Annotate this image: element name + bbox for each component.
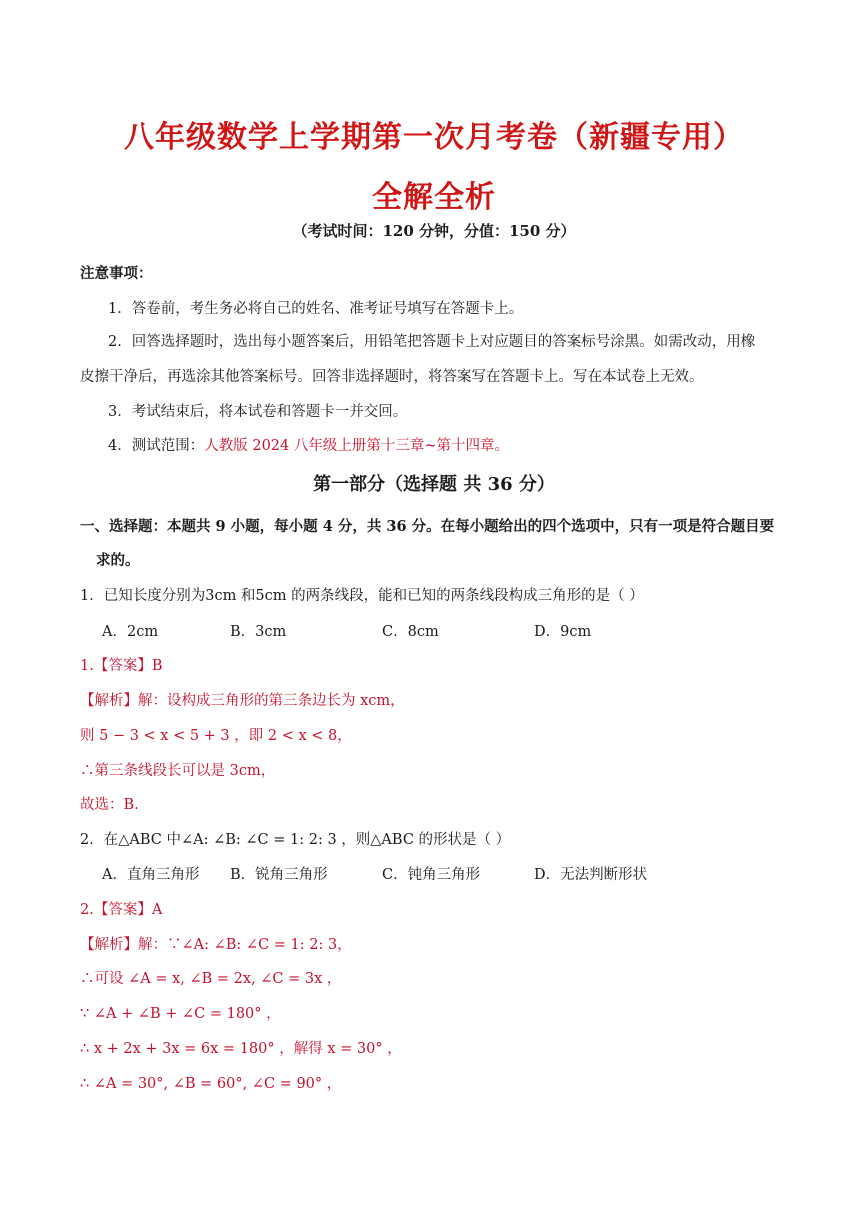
note-4-range: 人教版 2024 八年级上册第十三章~第十四章。 bbox=[204, 438, 510, 454]
exam-info: （考试时间：120 分钟，分值：150 分） bbox=[292, 222, 576, 240]
section-instructions-line-1: 一、选择题：本题共 9 小题，每小题 4 分，共 36 分。在每小题给出的四个选项中，只有一项是符合题目要 bbox=[80, 518, 775, 535]
notes-heading: 注意事项： bbox=[80, 265, 153, 282]
question-2-solution-1: 【解析】解：∵∠A: ∠B: ∠C = 1: 2: 3， bbox=[80, 937, 352, 953]
question-1-solution-2: 则 5 − 3 < x < 5 + 3 ，即 2 < x < 8， bbox=[80, 728, 352, 744]
question-2-answer: 2.【答案】A bbox=[80, 902, 163, 918]
question-1-option-c: C．8cm bbox=[382, 624, 439, 640]
note-4 bbox=[108, 434, 509, 455]
question-1-option-b: B．3cm bbox=[230, 624, 287, 640]
question-2-solution-3: ∵ ∠A + ∠B + ∠C = 180° ， bbox=[80, 1006, 281, 1022]
question-2-option-b: B．锐角三角形 bbox=[230, 867, 328, 883]
question-2-stem: 2．在△ABC 中∠A: ∠B: ∠C = 1: 2: 3 ，则△ABC 的形状是（ ） bbox=[80, 832, 511, 848]
question-1-solution-4: 故选：B. bbox=[80, 797, 139, 813]
document-title: 八年级数学上学期第一次月考卷（新疆专用） bbox=[124, 120, 744, 155]
note-2-line-2: 皮擦干净后，再选涂其他答案标号。回答非选择题时，将答案写在答题卡上。写在本试卷上无效。 bbox=[80, 369, 704, 385]
question-2-solution-5: ∴ ∠A = 30°, ∠B = 60°, ∠C = 90° ， bbox=[80, 1076, 342, 1092]
section-heading: 第一部分（选择题 共 36 分） bbox=[313, 474, 555, 495]
question-2-option-d: D．无法判断形状 bbox=[534, 867, 648, 883]
question-1-solution-3: ∴第三条线段长可以是 3cm， bbox=[80, 763, 276, 779]
question-1-option-d: D．9cm bbox=[534, 624, 592, 640]
question-1-answer: 1.【答案】B bbox=[80, 658, 163, 674]
note-4-prefix: 4．测试范围： bbox=[108, 438, 205, 454]
question-2-solution-2: ∴可设 ∠A = x, ∠B = 2x, ∠C = 3x ， bbox=[80, 971, 342, 987]
question-1-option-a: A．2cm bbox=[102, 624, 159, 640]
question-2-solution-4: ∴ x + 2x + 3x = 6x = 180° ，解得 x = 30° ， bbox=[80, 1041, 402, 1057]
note-3: 3．考试结束后，将本试卷和答题卡一并交回。 bbox=[108, 404, 408, 420]
question-1-stem: 1．已知长度分别为3cm 和5cm 的两条线段，能和已知的两条线段构成三角形的是（ ） bbox=[80, 588, 644, 604]
document-subtitle: 全解全析 bbox=[372, 180, 496, 215]
question-1-solution-1: 【解析】解：设构成三角形的第三条边长为 xcm， bbox=[80, 693, 405, 709]
note-2-line-1: 2．回答选择题时，选出每小题答案后，用铅笔把答题卡上对应题目的答案标号涂黑。如需改动，用橡 bbox=[108, 334, 756, 350]
question-2-option-a: A．直角三角形 bbox=[102, 867, 200, 883]
question-2-option-c: C．钝角三角形 bbox=[382, 867, 481, 883]
section-instructions-line-2: 求的。 bbox=[96, 552, 140, 569]
note-1: 1．答卷前，考生务必将自己的姓名、准考证号填写在答题卡上。 bbox=[108, 301, 524, 317]
